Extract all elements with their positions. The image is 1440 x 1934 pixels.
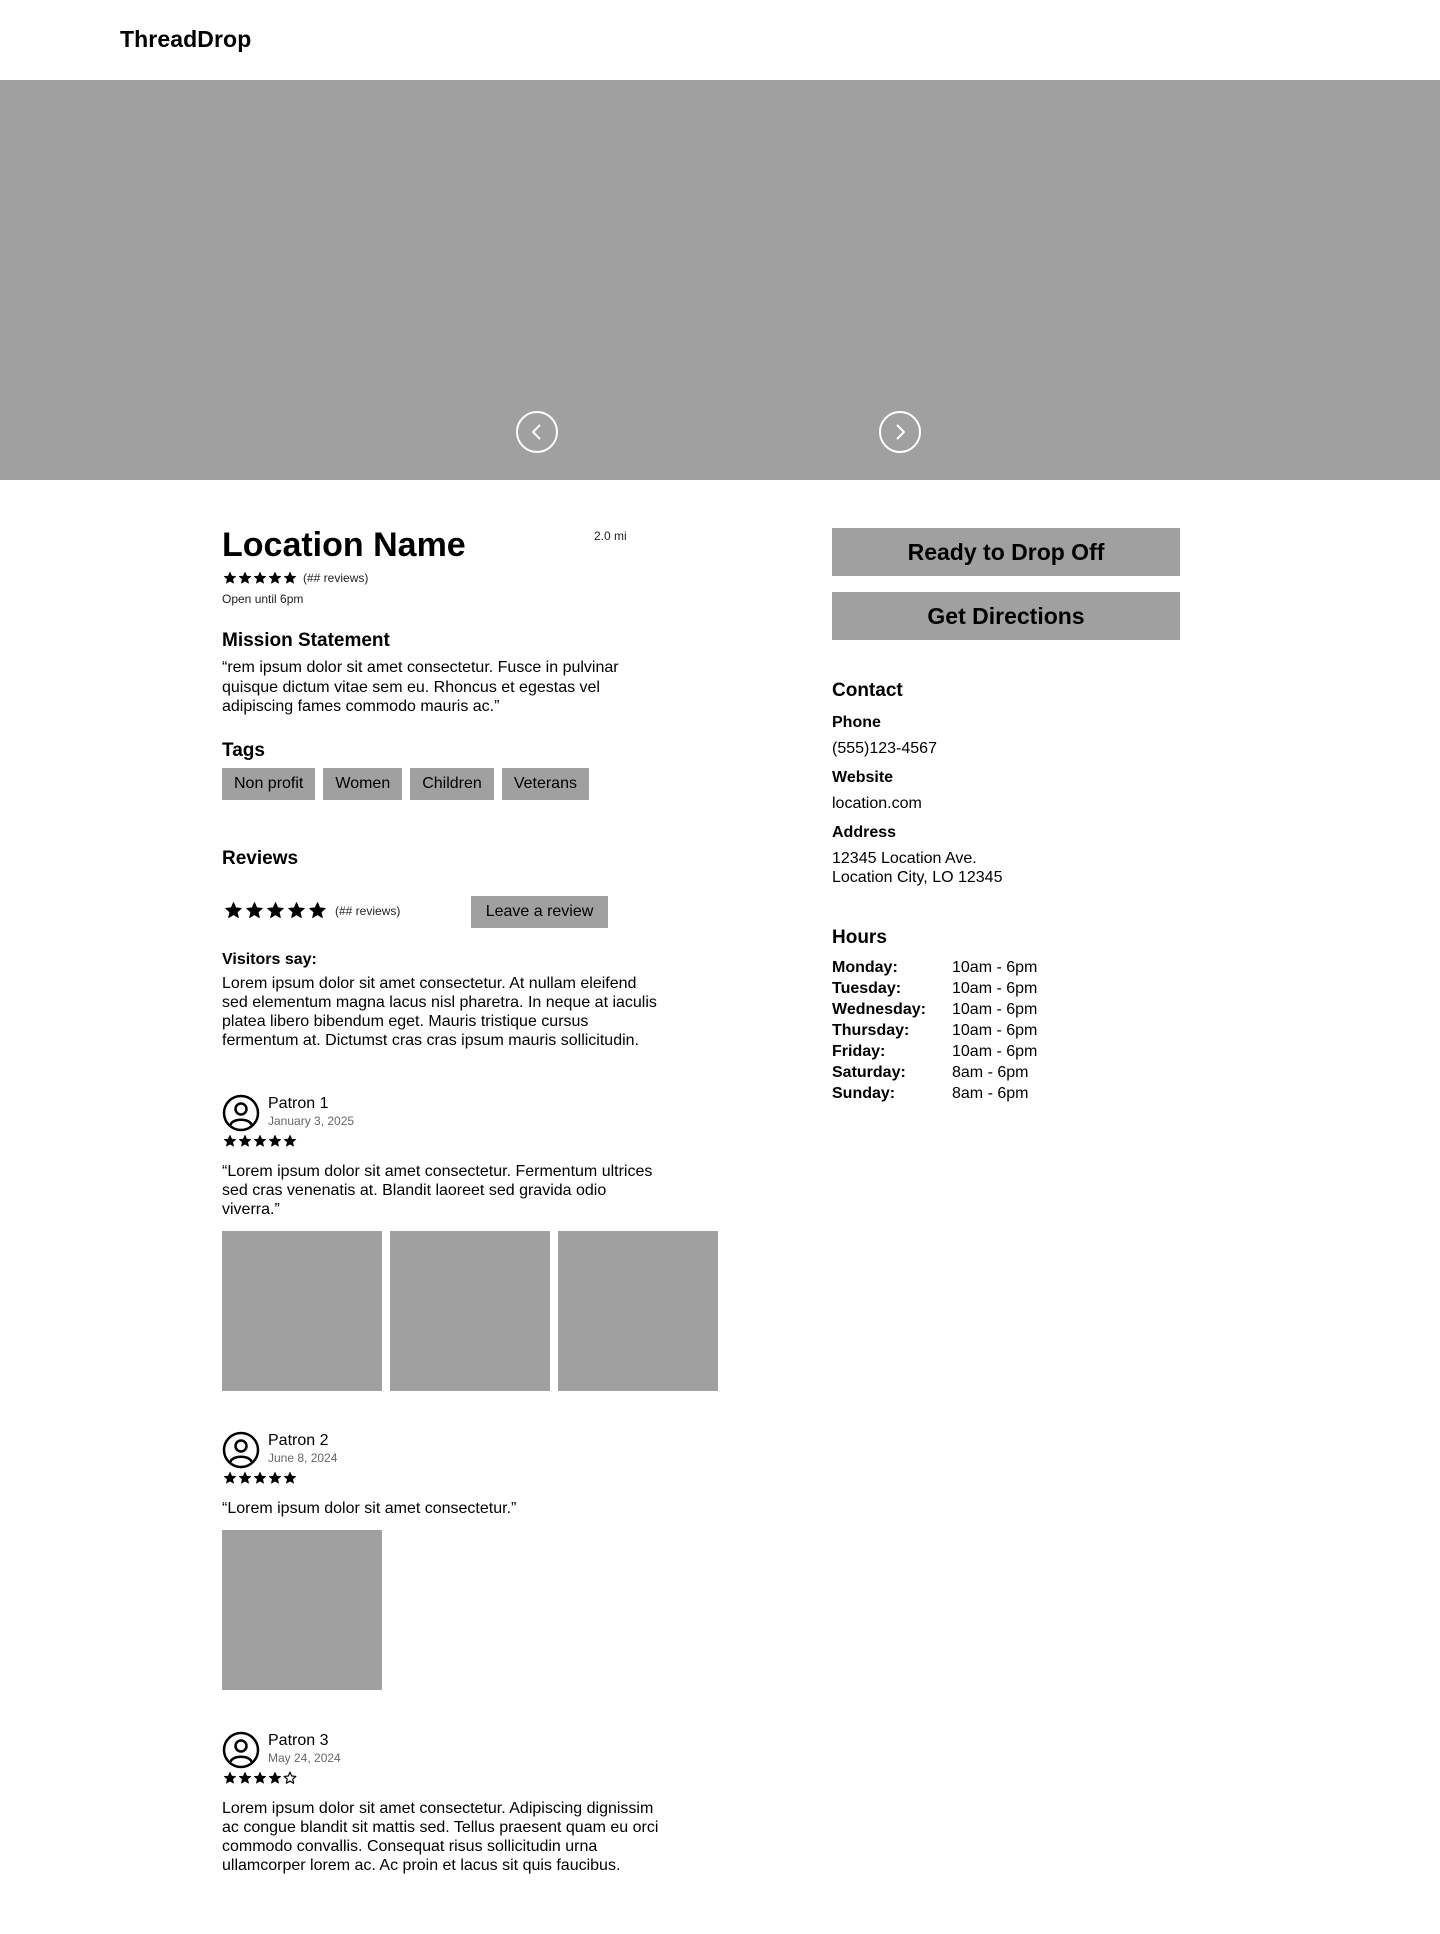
location-rating [223, 571, 368, 585]
star-filled-icon [253, 1771, 267, 1785]
open-status: Open until 6pm [222, 592, 304, 606]
star-filled-icon [238, 1771, 252, 1785]
review-photo[interactable] [390, 1231, 550, 1391]
star-filled-icon [238, 571, 252, 585]
review-date: January 3, 2025 [268, 1114, 355, 1128]
tags-heading: Tags [222, 740, 265, 761]
star-filled-icon [283, 571, 297, 585]
review-text: Lorem ipsum dolor sit amet consectetur. Adipiscing dignissim ac congue blandit sit mattis sed. Tellus praesent quam eu orci commodo convallis. Consequat risus sollicitudin urna ullamcorper lorem ac. Ac proin et lacus sit quis faucibus. [222, 1800, 659, 1874]
hours-day: Sunday: [832, 1085, 896, 1102]
carousel-prev-button[interactable] [516, 411, 558, 453]
star-filled-icon [223, 1471, 237, 1485]
hero-image-carousel [0, 80, 1440, 480]
hours-time: 8am - 6pm [952, 1085, 1029, 1102]
get-directions-button[interactable]: Get Directions [832, 592, 1180, 640]
star-filled-icon [223, 571, 237, 585]
user-avatar-icon [222, 1094, 260, 1132]
star-filled-icon [224, 901, 243, 920]
hours-row [832, 1020, 1037, 1041]
star-filled-icon [268, 1134, 282, 1148]
chevron-left-icon [527, 422, 547, 442]
review-stars [223, 1471, 742, 1485]
reviewer-name: Patron 1 [268, 1095, 329, 1112]
hours-row [832, 1083, 1037, 1104]
star-filled-icon [253, 1471, 267, 1485]
review-photo[interactable] [222, 1530, 382, 1690]
reviewer-name: Patron 2 [268, 1432, 329, 1449]
mission-text: “rem ipsum dolor sit amet consectetur. Fusce in pulvinar quisque dictum vitae sem eu. Rhoncus et egestas vel adipiscing fames commodo mauris ac.” [222, 659, 619, 715]
phone-value[interactable]: (555)123-4567 [832, 740, 937, 757]
reviews-heading: Reviews [222, 848, 299, 869]
hours-time: 10am - 6pm [952, 980, 1038, 997]
star-filled-icon [253, 571, 267, 585]
review-item [222, 1731, 742, 1875]
tag[interactable]: Non profit [222, 768, 315, 800]
reviews-count: (## reviews) [303, 571, 369, 585]
hours-row [832, 1062, 1037, 1083]
location-name: Location Name [222, 526, 466, 564]
hours-time: 10am - 6pm [952, 959, 1038, 976]
star-filled-icon [268, 1771, 282, 1785]
hours-row [832, 957, 1037, 978]
review-photos [222, 1231, 742, 1391]
reviews-stars [224, 901, 327, 920]
chevron-right-icon [890, 422, 910, 442]
visitors-say-text: Lorem ipsum dolor sit amet consectetur. At nullam eleifend sed elementum magna lacus nisl pharetra. In neque at iaculis platea libero bibendum eget. Mauris tristique cursus fermentum at. Dictumst cras cras ipsum mauris sollicitudin. [222, 975, 657, 1049]
hours-day: Thursday: [832, 1022, 910, 1039]
hours-time: 10am - 6pm [952, 1001, 1038, 1018]
star-filled-icon [266, 901, 285, 920]
hours-day: Saturday: [832, 1064, 906, 1081]
brand-logo-text[interactable]: ThreadDrop [120, 26, 252, 52]
mission-heading: Mission Statement [222, 630, 390, 651]
star-filled-icon [268, 1471, 282, 1485]
star-filled-icon [223, 1134, 237, 1148]
tag[interactable]: Women [323, 768, 402, 800]
review-stars [223, 1771, 742, 1785]
review-item [222, 1431, 742, 1690]
review-photos [222, 1530, 742, 1690]
reviews-count: (## reviews) [335, 903, 401, 918]
star-filled-icon [308, 901, 327, 920]
reviewer-name: Patron 3 [268, 1732, 329, 1749]
address-label: Address [832, 824, 897, 841]
location-distance: 2.0 mi [594, 529, 627, 543]
hours-heading: Hours [832, 927, 887, 948]
review-item [222, 1094, 742, 1391]
contact-heading: Contact [832, 680, 903, 701]
hours-row [832, 1041, 1037, 1062]
review-photo[interactable] [558, 1231, 718, 1391]
tag[interactable]: Veterans [502, 768, 589, 800]
star-filled-icon [287, 901, 306, 920]
star-filled-icon [223, 1771, 237, 1785]
review-text: “Lorem ipsum dolor sit amet consectetur.” [222, 1500, 517, 1517]
visitors-say-heading: Visitors say: [222, 951, 317, 968]
review-photo[interactable] [222, 1231, 382, 1391]
carousel-next-button[interactable] [879, 411, 921, 453]
star-outline-icon [283, 1771, 297, 1785]
hours-day: Monday: [832, 959, 898, 976]
star-filled-icon [253, 1134, 267, 1148]
hours-day: Wednesday: [832, 1001, 926, 1018]
hours-row [832, 999, 1037, 1020]
hours-list [832, 957, 1037, 1104]
tags-list [222, 768, 589, 800]
star-filled-icon [283, 1134, 297, 1148]
reviews-summary-rating [224, 901, 400, 920]
star-filled-icon [283, 1471, 297, 1485]
hours-time: 8am - 6pm [952, 1064, 1029, 1081]
address-line-2: Location City, LO 12345 [832, 869, 1003, 886]
review-date: May 24, 2024 [268, 1751, 341, 1765]
user-avatar-icon [222, 1431, 260, 1469]
website-label: Website [832, 769, 894, 786]
review-stars [223, 1134, 742, 1148]
rating-stars [223, 571, 297, 585]
leave-review-button[interactable]: Leave a review [471, 896, 608, 928]
review-text: “Lorem ipsum dolor sit amet consectetur. Fermentum ultrices sed cras venenatis at. Blandit laoreet sed gravida odio viverra.” [222, 1163, 653, 1218]
hours-row [832, 978, 1037, 999]
hours-day: Tuesday: [832, 980, 902, 997]
star-filled-icon [268, 571, 282, 585]
phone-label: Phone [832, 714, 881, 731]
user-avatar-icon [222, 1731, 260, 1769]
star-filled-icon [238, 1471, 252, 1485]
star-filled-icon [238, 1134, 252, 1148]
review-date: June 8, 2024 [268, 1451, 338, 1465]
hours-day: Friday: [832, 1043, 886, 1060]
website-link[interactable]: location.com [832, 795, 922, 812]
hours-time: 10am - 6pm [952, 1022, 1038, 1039]
tag[interactable]: Children [410, 768, 494, 800]
ready-to-drop-off-button[interactable]: Ready to Drop Off [832, 528, 1180, 576]
hours-time: 10am - 6pm [952, 1043, 1038, 1060]
address-line-1: 12345 Location Ave. [832, 850, 977, 867]
star-filled-icon [245, 901, 264, 920]
